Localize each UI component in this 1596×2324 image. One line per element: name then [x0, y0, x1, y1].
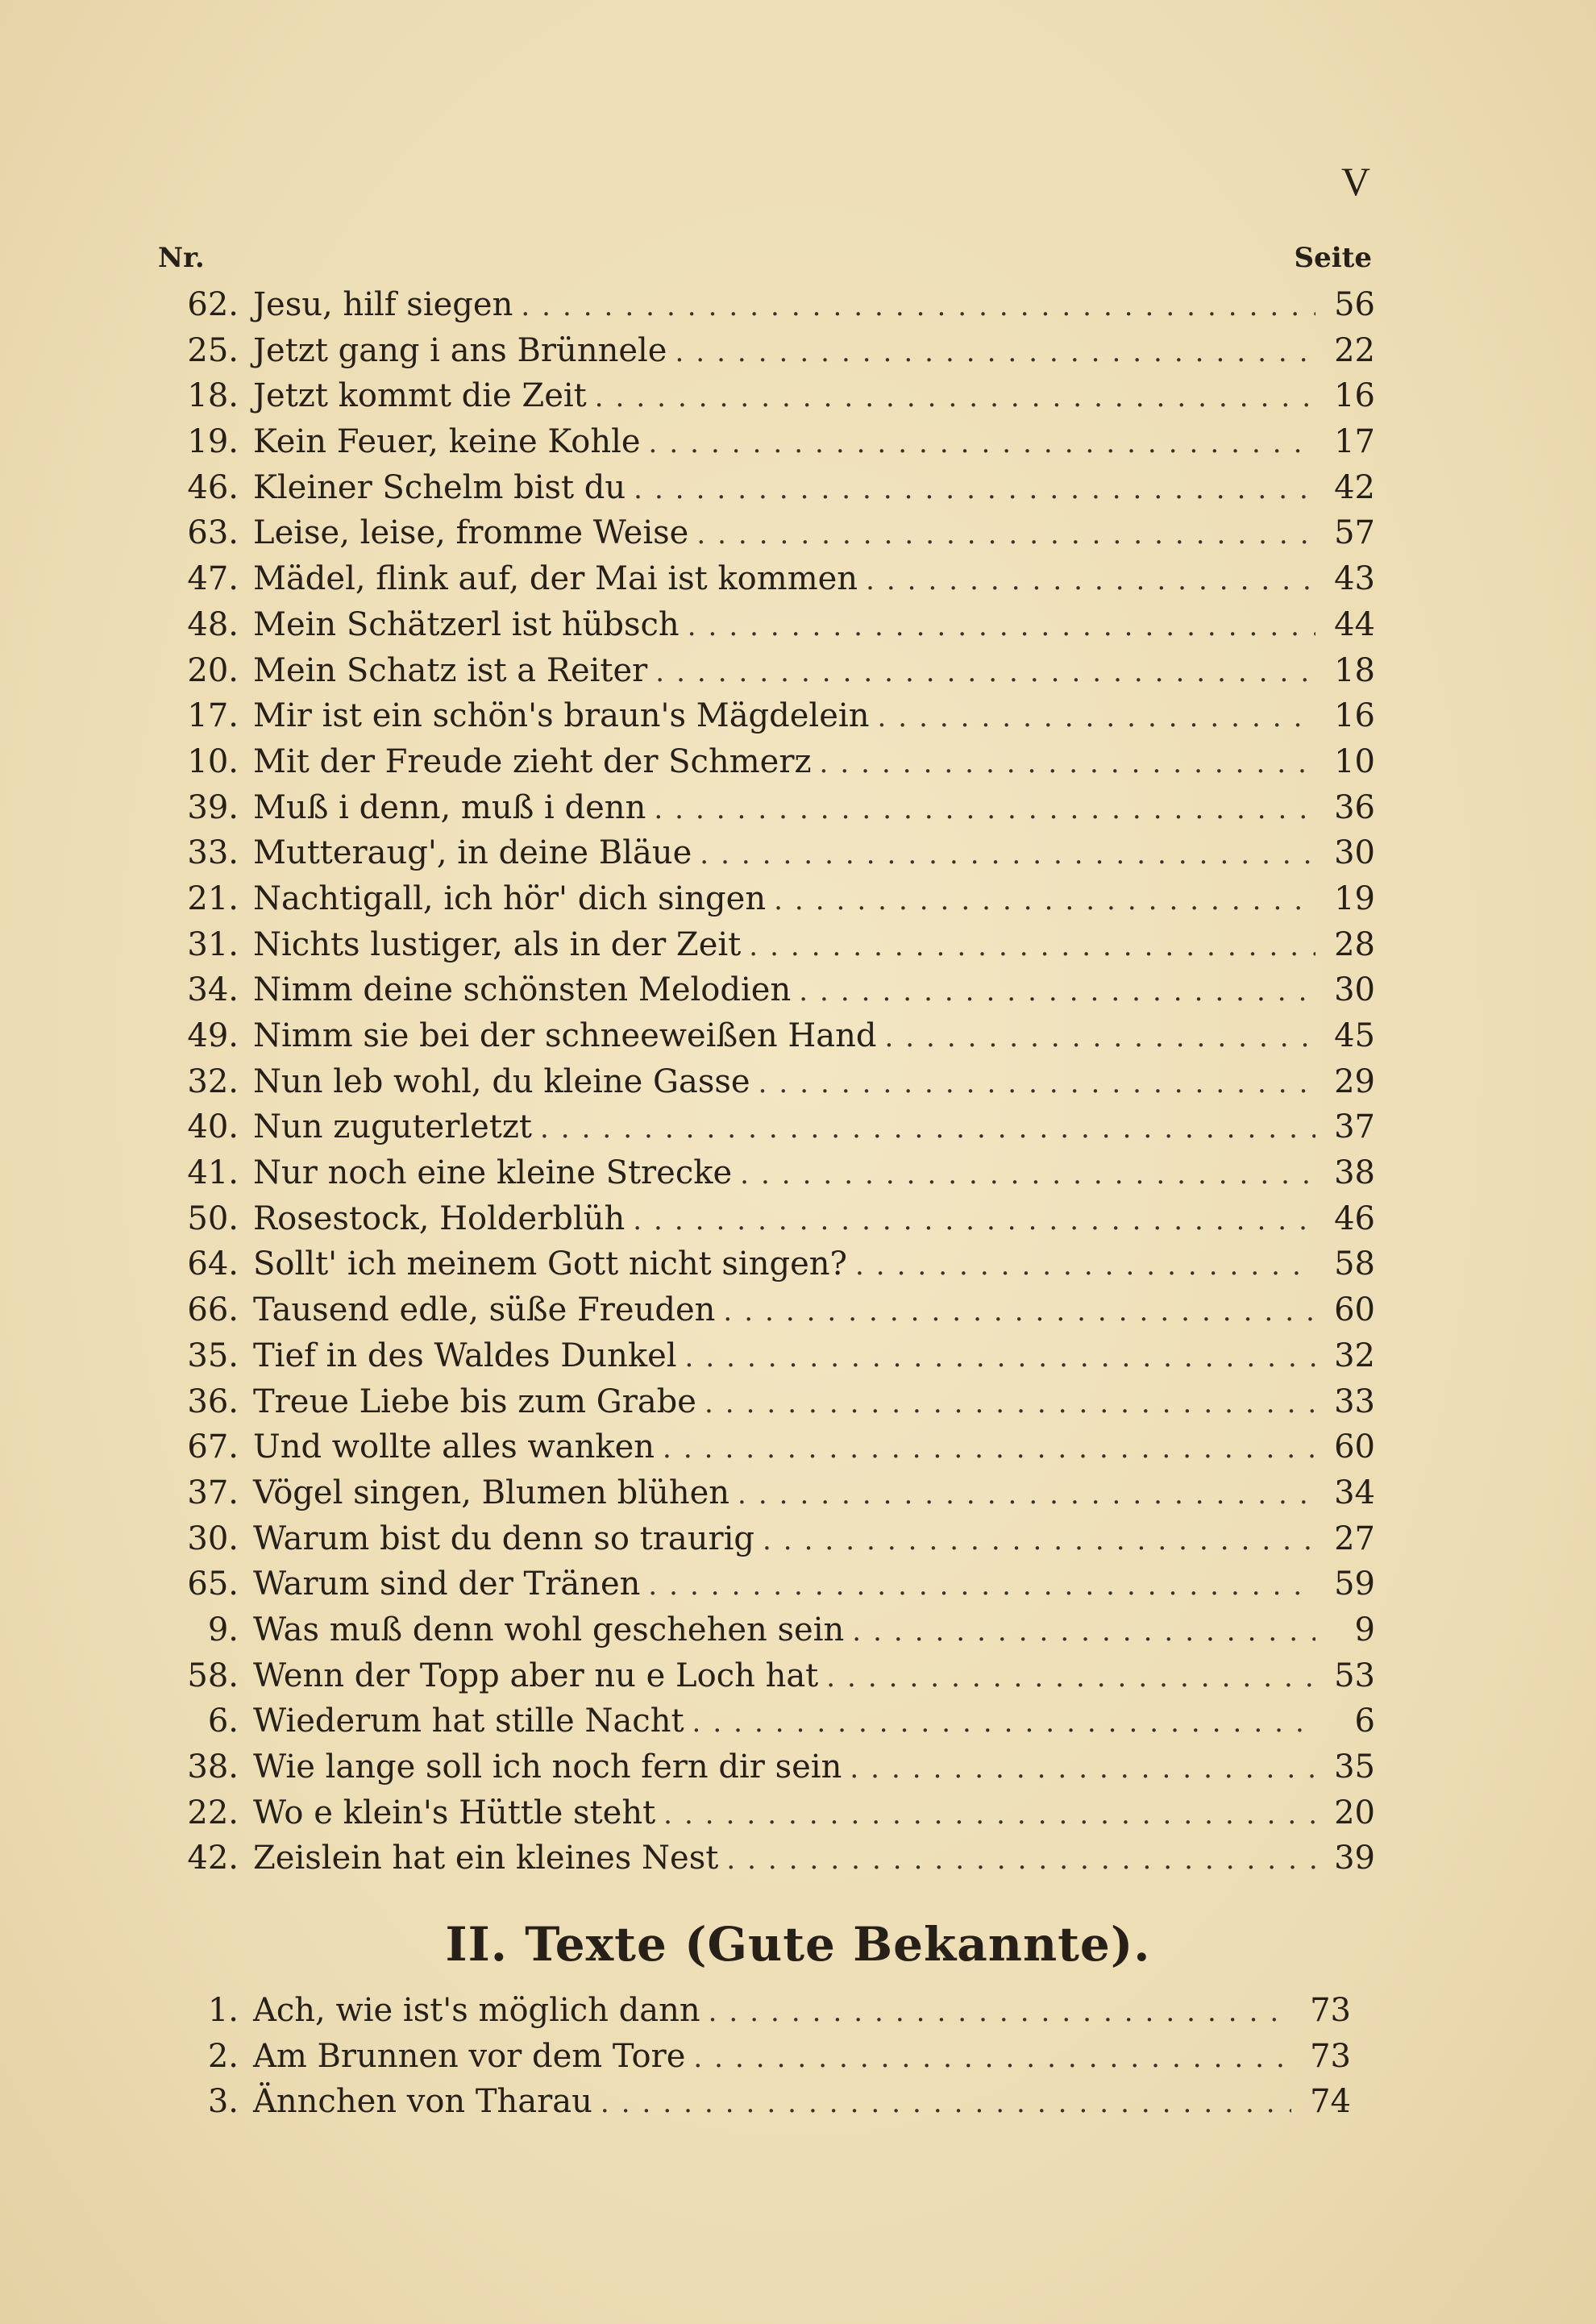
toc-entry: [153, 876, 1375, 922]
entry-page: 44: [1334, 605, 1375, 643]
toc-entry: [153, 328, 1375, 374]
entry-title: Ach, wie ist's möglich dann: [253, 1992, 700, 2029]
toc-entry: [153, 2034, 1351, 2080]
entry-number: 25.: [187, 331, 239, 369]
dot-leader: [738, 1472, 1315, 1517]
entry-number: 31.: [187, 925, 239, 963]
entry-page: 59: [1334, 1565, 1375, 1603]
toc-entry: [153, 1516, 1375, 1562]
entry-page: 57: [1334, 514, 1375, 552]
dot-leader: [726, 1837, 1315, 1882]
dot-leader: [654, 787, 1315, 832]
dot-leader: [595, 375, 1315, 420]
entry-title: Und wollte alles wanken: [253, 1428, 655, 1466]
toc-entry: [153, 1196, 1375, 1242]
dot-leader: [723, 1289, 1315, 1334]
entry-number: 49.: [187, 1017, 239, 1054]
dot-leader: [675, 330, 1315, 375]
toc-entry: [153, 1607, 1375, 1653]
entry-number: 3.: [207, 2083, 239, 2121]
toc-entry: [153, 1470, 1375, 1516]
entry-title: Zeislein hat ein kleines Nest: [253, 1840, 719, 1877]
toc-entry: [153, 1424, 1375, 1470]
entry-title: Mir ist ein schön's braun's Mägdelein: [253, 697, 870, 735]
entry-title: Sollt' ich meinem Gott nicht singen?: [253, 1245, 847, 1283]
entry-title: Mein Schätzerl ist hübsch: [253, 605, 680, 643]
entry-number: 66.: [187, 1291, 239, 1329]
entry-title: Wiederum hat stille Nacht: [253, 1702, 684, 1740]
toc-entry: [153, 556, 1375, 602]
entry-page: 43: [1334, 560, 1375, 598]
entry-page: 36: [1334, 788, 1375, 826]
toc-entry: [153, 2079, 1351, 2125]
entry-number: 39.: [187, 788, 239, 826]
entry-number: 30.: [187, 1520, 239, 1557]
entry-page: 16: [1334, 697, 1375, 735]
entry-number: 62.: [187, 286, 239, 323]
dot-leader: [521, 284, 1315, 329]
toc-entry: [153, 967, 1375, 1013]
entry-page: 16: [1334, 377, 1375, 415]
dot-leader: [688, 604, 1315, 649]
toc-entry: [153, 602, 1375, 648]
entry-number: 1.: [207, 1992, 239, 2029]
dot-leader: [763, 1518, 1315, 1563]
dot-leader: [663, 1426, 1315, 1471]
entry-number: 18.: [187, 377, 239, 415]
entry-page: 29: [1334, 1062, 1375, 1100]
dot-leader: [855, 1243, 1315, 1288]
entry-page: 74: [1310, 2083, 1351, 2121]
toc-entry: [153, 922, 1375, 968]
toc-entry: [153, 465, 1375, 511]
entry-number: 41.: [187, 1154, 239, 1192]
toc-entry: [153, 739, 1375, 785]
toc-entry: [153, 373, 1375, 419]
entry-number: 32.: [187, 1062, 239, 1100]
dot-leader: [655, 650, 1315, 695]
dot-leader: [759, 1061, 1315, 1106]
entry-title: Rosestock, Holderblüh: [253, 1199, 626, 1237]
entry-title: Warum bist du denn so traurig: [253, 1520, 754, 1557]
entry-number: 34.: [187, 971, 239, 1009]
entry-number: 50.: [187, 1199, 239, 1237]
entry-page: 20: [1334, 1794, 1375, 1831]
entry-number: 21.: [187, 879, 239, 917]
toc-entry: [153, 510, 1375, 556]
entry-number: 65.: [187, 1565, 239, 1603]
dot-leader: [692, 1700, 1315, 1745]
entry-page: 34: [1334, 1474, 1375, 1511]
entry-number: 38.: [187, 1748, 239, 1786]
entry-number: 37.: [187, 1474, 239, 1511]
entry-page: 46: [1334, 1199, 1375, 1237]
toc-entry: [153, 693, 1375, 739]
toc-entry: [153, 1836, 1375, 1881]
entry-title: Mutteraug', in deine Bläue: [253, 834, 692, 872]
section-table-of-contents: [153, 1988, 1351, 2125]
dot-leader: [648, 1563, 1315, 1608]
dot-leader: [850, 1746, 1315, 1791]
dot-leader: [633, 1198, 1315, 1243]
dot-leader: [696, 512, 1315, 557]
toc-entry: [153, 1988, 1351, 2034]
entry-number: 20.: [187, 651, 239, 689]
section-heading: II. Texte (Gute Bekannte).: [445, 1917, 1151, 1972]
entry-number: 33.: [187, 834, 239, 872]
toc-entry: [153, 648, 1375, 694]
toc-entry: [153, 1379, 1375, 1425]
entry-page: 10: [1334, 742, 1375, 780]
column-header-seite: Seite: [1294, 242, 1372, 274]
dot-leader: [663, 1792, 1315, 1837]
entry-title: Jesu, hilf siegen: [253, 286, 513, 323]
entry-page: 32: [1334, 1337, 1375, 1374]
entry-title: Ännchen von Tharau: [253, 2083, 592, 2121]
entry-page: 60: [1334, 1291, 1375, 1329]
dot-leader: [704, 1381, 1315, 1426]
entry-number: 48.: [187, 605, 239, 643]
entry-page: 37: [1334, 1108, 1375, 1146]
entry-number: 22.: [187, 1794, 239, 1831]
entry-page: 60: [1334, 1428, 1375, 1466]
entry-page: 39: [1334, 1840, 1375, 1877]
dot-leader: [685, 1335, 1315, 1380]
entry-title: Mädel, flink auf, der Mai ist kommen: [253, 560, 858, 598]
dot-leader: [740, 1152, 1315, 1197]
entry-number: 6.: [207, 1702, 239, 1740]
dot-leader: [601, 2081, 1291, 2126]
entry-number: 2.: [207, 2037, 239, 2075]
table-of-contents: [153, 282, 1375, 1881]
toc-entry: [153, 830, 1375, 876]
toc-entry: [153, 1790, 1375, 1836]
dot-leader: [634, 467, 1315, 512]
entry-page: 28: [1334, 925, 1375, 963]
entry-page: 19: [1334, 879, 1375, 917]
entry-title: Wenn der Topp aber nu e Loch hat: [253, 1657, 819, 1694]
entry-page: 73: [1310, 1992, 1351, 2029]
entry-number: 36.: [187, 1382, 239, 1420]
entry-page: 53: [1334, 1657, 1375, 1694]
entry-page: 35: [1334, 1748, 1375, 1786]
entry-number: 47.: [187, 560, 239, 598]
entry-title: Kleiner Schelm bist du: [253, 468, 626, 506]
toc-entry: [153, 419, 1375, 465]
entry-number: 17.: [187, 697, 239, 735]
toc-entry: [153, 1653, 1375, 1699]
entry-number: 42.: [187, 1840, 239, 1877]
dot-leader: [749, 924, 1315, 969]
toc-entry: [153, 1698, 1375, 1744]
entry-page: 22: [1334, 331, 1375, 369]
entry-number: 10.: [187, 742, 239, 780]
entry-title: Was muß denn wohl geschehen sein: [253, 1611, 845, 1648]
dot-leader: [866, 558, 1315, 603]
entry-title: Nun zuguterletzt: [253, 1108, 532, 1146]
entry-title: Jetzt gang i ans Brünnele: [253, 331, 667, 369]
toc-entry: [153, 1013, 1375, 1059]
entry-page: 30: [1334, 971, 1375, 1009]
toc-entry: [153, 1561, 1375, 1607]
entry-title: Mein Schatz ist a Reiter: [253, 651, 648, 689]
entry-title: Muß i denn, muß i denn: [253, 788, 646, 826]
entry-title: Wo e klein's Hüttle steht: [253, 1794, 656, 1831]
entry-title: Nichts lustiger, als in der Zeit: [253, 925, 742, 963]
entry-number: 19.: [187, 423, 239, 461]
dot-leader: [540, 1106, 1315, 1151]
entry-title: Mit der Freude zieht der Schmerz: [253, 742, 812, 780]
entry-page: 6: [1354, 1702, 1375, 1740]
entry-page: 9: [1354, 1611, 1375, 1648]
toc-entry: [153, 1150, 1375, 1196]
entry-number: 63.: [187, 514, 239, 552]
toc-entry: [153, 282, 1375, 328]
entry-number: 40.: [187, 1108, 239, 1146]
entry-page: 58: [1334, 1245, 1375, 1283]
entry-title: Leise, leise, fromme Weise: [253, 514, 689, 552]
entry-title: Tief in des Waldes Dunkel: [253, 1337, 677, 1374]
dot-leader: [852, 1609, 1315, 1654]
dot-leader: [693, 2035, 1291, 2081]
entry-number: 58.: [187, 1657, 239, 1694]
entry-title: Treue Liebe bis zum Grabe: [253, 1382, 696, 1420]
entry-page: 45: [1334, 1017, 1375, 1054]
entry-number: 64.: [187, 1245, 239, 1283]
toc-entry: [153, 1744, 1375, 1790]
page-number: V: [1340, 159, 1372, 204]
entry-title: Warum sind der Tränen: [253, 1565, 641, 1603]
dot-leader: [826, 1655, 1315, 1700]
column-header-nr: Nr.: [158, 242, 205, 274]
toc-entry: [153, 1287, 1375, 1333]
entry-title: Kein Feuer, keine Kohle: [253, 423, 641, 461]
toc-entry: [153, 1059, 1375, 1105]
dot-leader: [774, 878, 1315, 923]
entry-title: Am Brunnen vor dem Tore: [253, 2037, 686, 2075]
entry-title: Tausend edle, süße Freuden: [253, 1291, 716, 1329]
entry-title: Nimm sie bei der schneeweißen Hand: [253, 1017, 877, 1054]
toc-entry: [153, 1104, 1375, 1150]
dot-leader: [877, 695, 1315, 740]
dot-leader: [709, 1989, 1291, 2035]
entry-number: 67.: [187, 1428, 239, 1466]
entry-title: Jetzt kommt die Zeit: [253, 377, 587, 415]
entry-number: 9.: [207, 1611, 239, 1648]
entry-page: 56: [1334, 286, 1375, 323]
entry-title: Nimm deine schönsten Melodien: [253, 971, 792, 1009]
entry-title: Nachtigall, ich hör' dich singen: [253, 879, 767, 917]
entry-page: 38: [1334, 1154, 1375, 1192]
entry-number: 46.: [187, 468, 239, 506]
dot-leader: [649, 421, 1315, 466]
dot-leader: [820, 741, 1315, 786]
dot-leader: [884, 1015, 1315, 1060]
entry-number: 35.: [187, 1337, 239, 1374]
dot-leader: [799, 969, 1315, 1014]
entry-title: Vögel singen, Blumen blühen: [253, 1474, 730, 1511]
entry-page: 33: [1334, 1382, 1375, 1420]
entry-title: Nun leb wohl, du kleine Gasse: [253, 1062, 750, 1100]
toc-entry: [153, 785, 1375, 831]
entry-page: 42: [1334, 468, 1375, 506]
dot-leader: [700, 832, 1315, 877]
entry-page: 18: [1334, 651, 1375, 689]
entry-title: Wie lange soll ich noch fern dir sein: [253, 1748, 842, 1786]
entry-page: 27: [1334, 1520, 1375, 1557]
entry-page: 17: [1334, 423, 1375, 461]
toc-entry: [153, 1333, 1375, 1379]
entry-page: 30: [1334, 834, 1375, 872]
toc-entry: [153, 1241, 1375, 1287]
entry-title: Nur noch eine kleine Strecke: [253, 1154, 733, 1192]
entry-page: 73: [1310, 2037, 1351, 2075]
